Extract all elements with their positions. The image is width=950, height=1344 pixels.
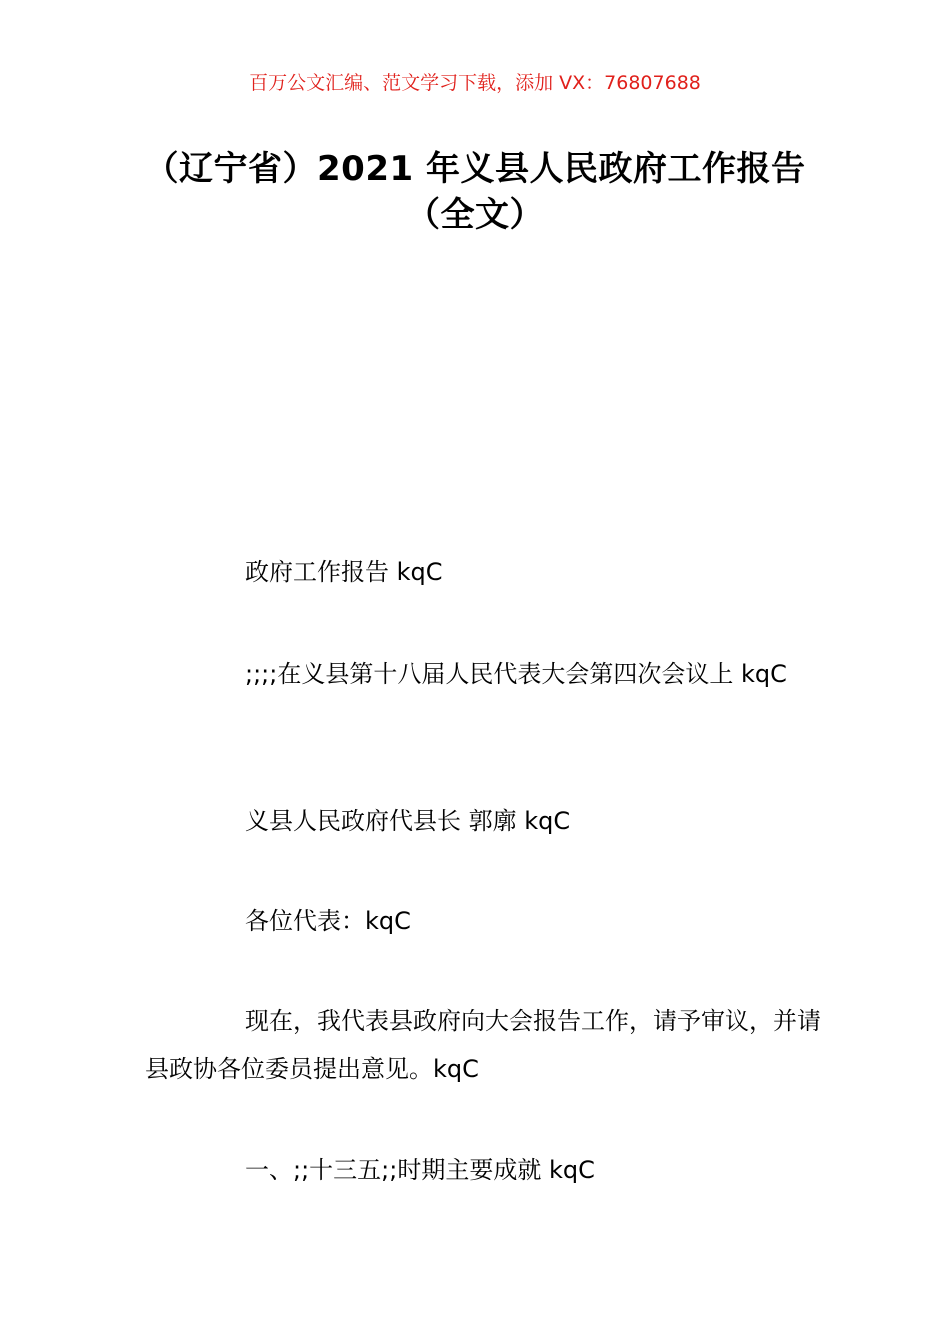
paragraph-section-heading: 一、;;十三五;;时期主要成就 kqC: [245, 1156, 595, 1184]
paragraph-meeting-info: ;;;;在义县第十八届人民代表大会第四次会议上 kqC: [245, 660, 787, 688]
title-line-1: （辽宁省）2021 年义县人民政府工作报告: [144, 149, 806, 189]
paragraph-intro: 现在，我代表县政府向大会报告工作，请予审议，并请县政协各位委员提出意见。kqC: [145, 1007, 821, 1083]
paragraph-salutation: 各位代表：kqC: [245, 907, 411, 935]
paragraph-report-heading: 政府工作报告 kqC: [245, 558, 443, 586]
document-title: [100, 146, 850, 238]
title-line-2: （全文）: [406, 195, 544, 235]
header-watermark-note: 百万公文汇编、范文学习下载，添加 VX：76807688: [249, 72, 701, 94]
paragraph-speaker: 义县人民政府代县长 郭廓 kqC: [245, 807, 571, 835]
